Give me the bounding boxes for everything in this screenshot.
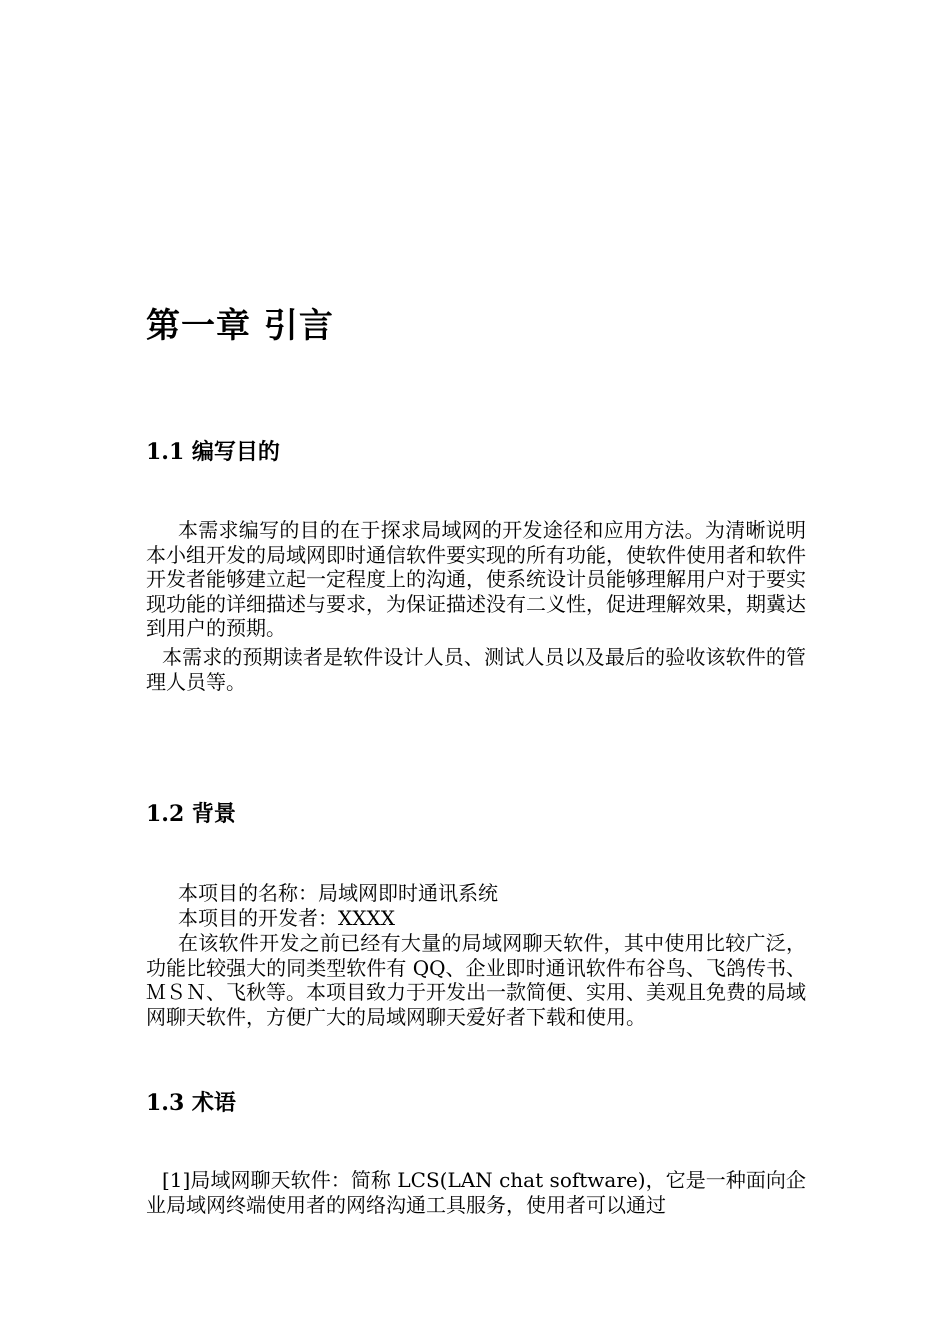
paragraph-project-name: 本项目的名称：局域网即时通讯系统 xyxy=(178,881,498,905)
paragraph-project-developer: 本项目的开发者：XXXX xyxy=(178,906,395,930)
section-heading-1-1: 1.1 编写目的 xyxy=(146,439,280,465)
paragraph-term-lcs: [1]局域网聊天软件：简称 LCS(LAN chat software)，它是一种面向企业局域网终端使用者的网络沟通工具服务，使用者可以通过 xyxy=(146,1168,806,1217)
section-heading-1-3: 1.3 术语 xyxy=(146,1090,236,1116)
paragraph-readers: 本需求的预期读者是软件设计人员、测试人员以及最后的验收该软件的管理人员等。 xyxy=(146,645,806,694)
paragraph-purpose: 本需求编写的目的在于探求局域网的开发途径和应用方法。为清晰说明本小组开发的局域网即时通信软件要实现的所有功能，使软件使用者和软件开发者能够建立起一定程度上的沟通，使系统设计员能够理解用户对于要实现功能的详细描述与要求，为保证描述没有二义性，促进理解效果，期冀达到用户的预期。 xyxy=(146,518,806,641)
chapter-title: 第一章 引言 xyxy=(146,306,334,346)
section-heading-1-2: 1.2 背景 xyxy=(146,801,236,827)
paragraph-background: 在该软件开发之前已经有大量的局域网聊天软件，其中使用比较广泛，功能比较强大的同类型软件有 QQ、企业即时通讯软件布谷鸟、飞鸽传书、ＭＳＮ、飞秋等。本项目致力于开发出一款简便、实用、美观且免费的局域网聊天软件，方便广大的局域网聊天爱好者下载和使用。 xyxy=(146,931,806,1029)
